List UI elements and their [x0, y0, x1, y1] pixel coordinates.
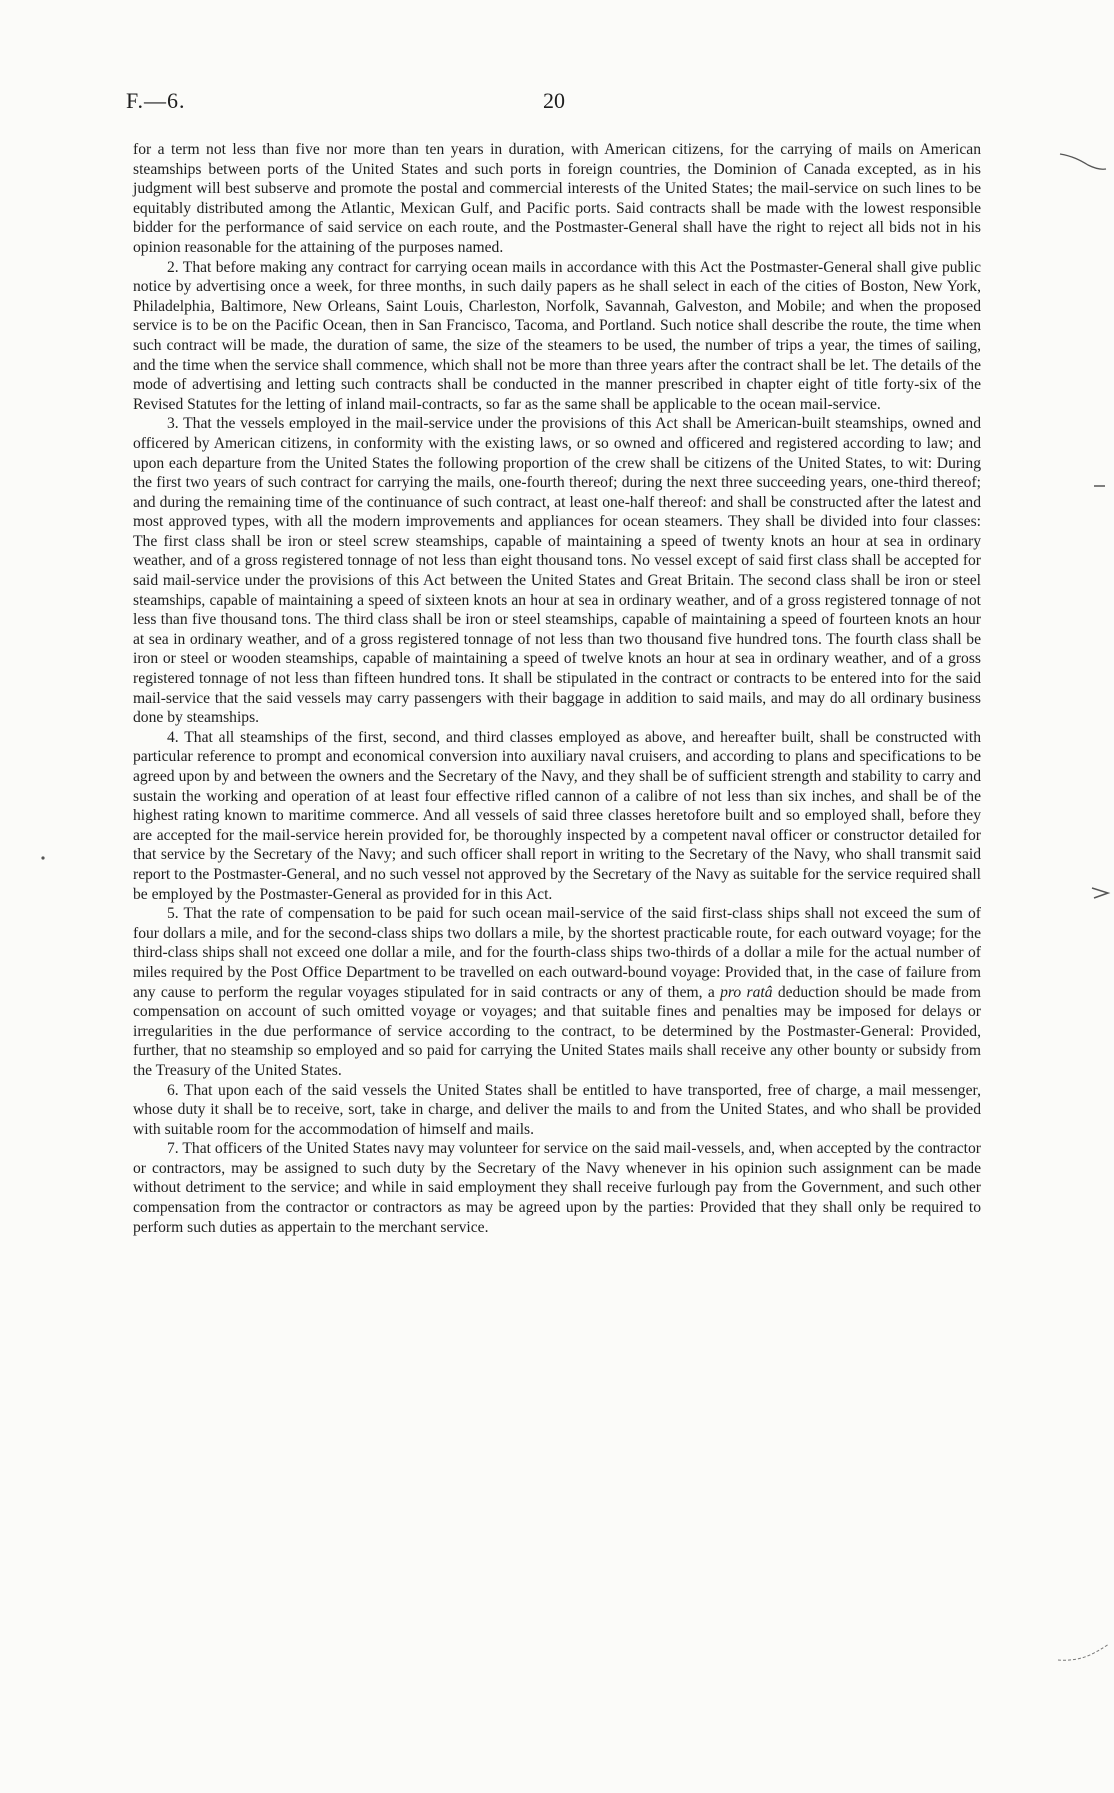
paragraph-continuation: for a term not less than five nor more than ten years in duration, with American citizens, for the carrying of mails on American steamships between ports of the United States and such ports in foreign countries, the Dominion of Canada excepted, as in his judgment will best subserve and promote the postal and commercial interests of the United States; the mail-service on such lines to be equitably distributed among the Atlantic, Mexican Gulf, and Pacific ports. Said contracts shall be made with the lowest responsible bidder for the performance of said service on each route, and the Postmaster-General shall have the right to reject all bids not in his opinion reasonable for the attaining of the purposes named. — [133, 141, 981, 256]
section-2-paragraph: 2. That before making any contract for carrying ocean mails in accordance with this Act the Postmaster-General shall give public notice by advertising once a week, for three months, in such daily papers as he shall select in each of the cities of Boston, New York, Philadelphia, Baltimore, New Orleans, Saint Louis, Charleston, Norfolk, Savannah, Galveston, and Mobile; and when the proposed service is to be on the Pacific Ocean, then in San Francisco, Tacoma, and Portland. Such notice shall describe the route, the time when such contract will be made, the duration of same, the size of the steamers to be used, the number of trips a year, the times of sailing, and the time when the service shall commence, which shall not be more than three years after the contract shall be let. The details of the mode of advertising and letting such contracts shall be conducted in the manner prescribed in chapter eight of title forty-six of the Revised Statutes for the letting of inland mail-contracts, so far as the same shall be applicable to the ocean mail-service. — [133, 258, 981, 413]
section-7-paragraph: 7. That officers of the United States navy may volunteer for service on the said mail-vessels, and, when accepted by the contractor or contractors, may be assigned to such duty by the Secretary of the Navy whenever in his opinion such assignment can be made without detriment to the service; and while in said employment they shall receive furlough pay from the Government, and such other compensation from the contractor or contractors as may be agreed upon by the parties: Provided that they shall only be required to perform such duties as appertain to the merchant service. — [133, 1140, 981, 1236]
section-5-text-start: 5. That the rate of compensation to be paid for such ocean mail-service of the said first-class ships shall not exceed the sum of four dollars a mile, and for the second-class ships two dollars a mile, by the shortest practicable route, for each outward voyage; for the third-class ships shall not exceed one dollar a mile, and for the fourth-class ships two-thirds of a dollar a mile for the actual number of miles required by the Post Office Department to be travelled on each outward-bound voyage: Provided that, in the case of failure from any cause to perform the regular voyages stipulated for in said contracts or any of them, a — [133, 905, 981, 1001]
document-reference: F.—6. — [126, 88, 186, 113]
margin-speck — [40, 855, 46, 861]
margin-mark-top — [1058, 148, 1108, 178]
section-3-paragraph: 3. That the vessels employed in the mail-service under the provisions of this Act shall be American-built steamships, owned and officered by American citizens, in conformity with the existing laws, or so owned and officered and registered according to law; and upon each departure from the United States the following proportion of the crew shall be citizens of the United States, to wit: During the first two years of such contract for carrying the mails, one-fourth thereof; during the next three succeeding years, one-third thereof; and during the remaining time of the continuance of such contract, at least one-half thereof: and shall be constructed after the latest and most approved types, with all the modern improvements and appliances for ocean steamers. They shall be divided into four classes: The first class shall be iron or steel screw steamships, capable of maintaining a speed of twenty knots an hour at sea in ordinary weather, and of a gross registered tonnage of not less than eight thousand tons. No vessel except of said first class shall be accepted for said mail-service under the provisions of this Act between the United States and Great Britain. The second class shall be iron or steel steamships, capable of maintaining a speed of sixteen knots an hour at sea in ordinary weather, and of a gross registered tonnage of not less than five thousand tons. The third class shall be iron or steel steamships, capable of maintaining a speed of fourteen knots an hour at sea in ordinary weather, and of a gross registered tonnage of not less than two thousand five hundred tons. The fourth class shall be iron or steel or wooden steamships, capable of maintaining a speed of twelve knots an hour at sea in ordinary weather, and of a gross registered tonnage of not less than fifteen hundred tons. It shall be stipulated in the contract or contracts to be entered into for the said mail-service that the said vessels may carry passengers with their baggage in addition to said mails, and may do all ordinary business done by steamships. — [133, 415, 981, 727]
section-4-paragraph: 4. That all steamships of the first, second, and third classes employed as above, and hereafter built, shall be constructed with particular reference to prompt and economical conversion into auxiliary naval cruisers, and according to plans and specifications to be agreed upon by and between the owners and the Secretary of the Navy, and they shall be of sufficient strength and stability to carry and sustain the working and operation of at least four effective rifled cannon of a calibre of not less than six inches, and shall be of the highest rating known to maritime commerce. And all vessels of said three classes heretofore built and so employed shall, before they are accepted for the mail-service herein provided for, be thoroughly inspected by a competent naval officer or constructor detailed for that service by the Secretary of the Navy; and such officer shall report in writing to the Secretary of the Navy, who shall transmit said report to the Postmaster-General, and no such vessel not approved by the Secretary of the Navy as suitable for the service required shall be employed by the Postmaster-General as provided for in this Act. — [133, 728, 981, 903]
section-5-paragraph — [133, 904, 981, 1080]
body-text — [133, 140, 981, 1237]
margin-mark-arrow — [1090, 884, 1114, 904]
margin-dash — [1093, 483, 1107, 489]
section-6-paragraph: 6. That upon each of the said vessels the United States shall be entitled to have transported, free of charge, a mail messenger, whose duty it shall be to receive, sort, take in charge, and deliver the mails to and from the United States, and who shall be provided with suitable room for the accommodation of himself and mails. — [133, 1081, 981, 1138]
margin-mark-bottom — [1056, 1640, 1112, 1664]
page-number: 20 — [543, 88, 565, 113]
pro-rata-term: pro ratâ — [720, 983, 773, 1001]
section-5-text-end: deduction should be made from compensation on account of such omitted voyage or voyages; and that suitable fines and penalties may be imposed for delays or irregularities in the due performance of service according to the contract, to be determined by the Postmaster-General: Provided, further, that no steamship so employed and so paid for carrying the United States mails shall receive any other bounty or subsidy from the Treasury of the United States. — [133, 983, 981, 1079]
